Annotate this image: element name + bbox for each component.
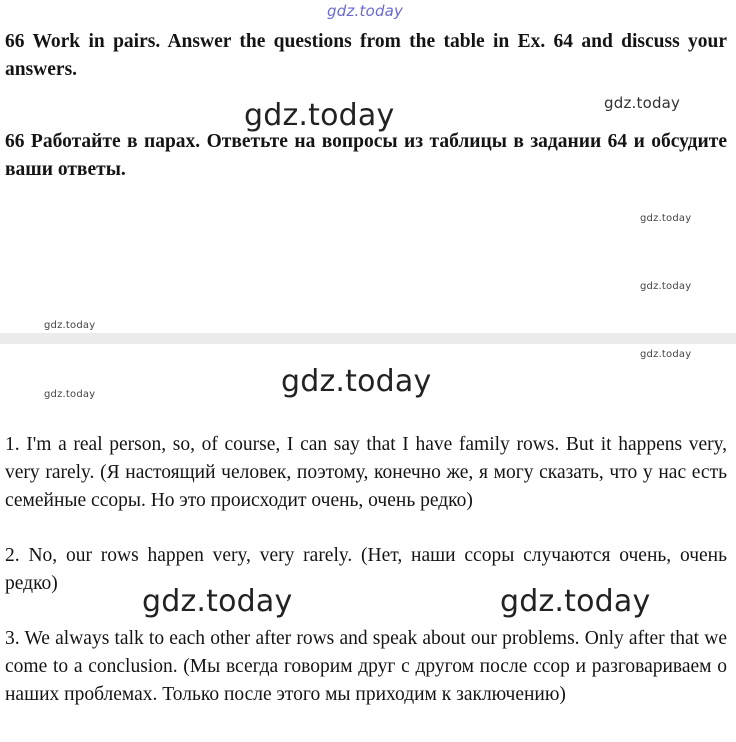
watermark-small: gdz.today: [44, 320, 96, 331]
watermark-small: gdz.today: [640, 213, 692, 224]
watermark-top: gdz.today: [327, 2, 404, 20]
watermark-large: gdz.today: [244, 98, 395, 133]
answer-1: 1. I'm a real person, so, of course, I can say that I have family rows. But it happens very, very rarely. (Я настоящий человек, поэтому, конечно же, я могу сказать, что у нас есть семейные ссоры. Но это происходит очень, очень редко): [5, 434, 727, 511]
page-divider: [0, 333, 736, 344]
watermark-large: gdz.today: [142, 584, 293, 619]
answer-2: 2. No, our rows happen very, very rarely. (Нет, наши ссоры случаются очень, очень редко): [5, 545, 727, 594]
watermark-small: gdz.today: [44, 389, 96, 400]
watermark-small: gdz.today: [640, 349, 692, 360]
watermark-medium: gdz.today: [604, 94, 681, 112]
exercise-heading-ru: 66 Работайте в парах. Ответьте на вопросы из таблицы в задании 64 и обсудите ваши ответы.: [5, 131, 727, 180]
answer-3: 3. We always talk to each other after rows and speak about our problems. Only after that we come to a conclusion. (Мы всегда говорим друг с другом после ссор и разговариваем о наших проблемах. Только после этого мы приходим к заключению): [5, 628, 727, 705]
exercise-heading-en: 66 Work in pairs. Answer the questions from the table in Ex. 64 and discuss your answers.: [5, 31, 727, 80]
watermark-large: gdz.today: [281, 364, 432, 399]
watermark-small: gdz.today: [640, 281, 692, 292]
watermark-large: gdz.today: [500, 584, 651, 619]
